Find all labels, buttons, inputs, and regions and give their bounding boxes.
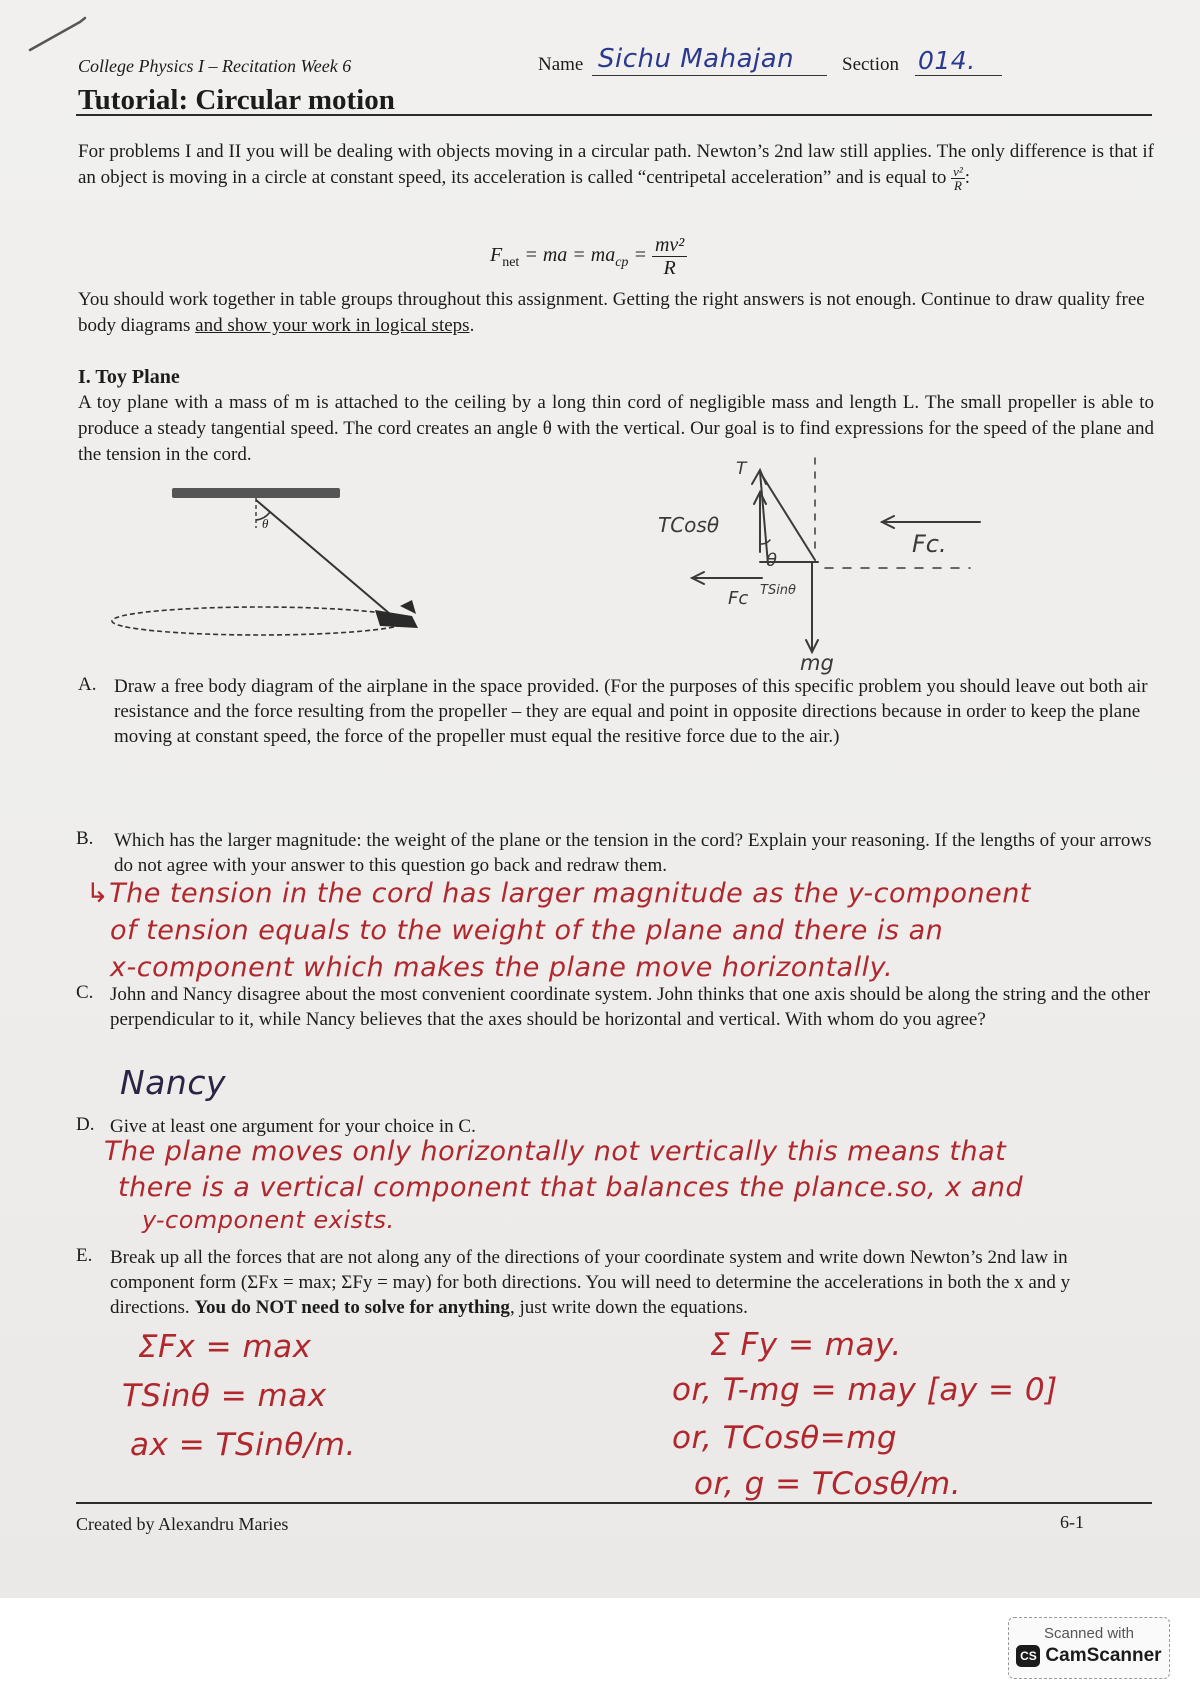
section-value: 014. <box>918 46 976 75</box>
intro-fraction-colon: : <box>964 167 971 188</box>
group-note <box>78 287 1154 339</box>
question-e-text-part1: Break up all the forces that are not along any of the directions of your coordinate system and write down Newton’s 2nd law in component form (ΣFx = max; ΣFy = may) for both directions. You will need to determine the accelerations in both the x and y directions. <box>110 1247 1071 1318</box>
answer-d-line-3: y-component exists. <box>142 1206 395 1234</box>
formula-mid: = ma = ma <box>519 244 616 267</box>
circular-path <box>112 607 408 635</box>
section-label: Section <box>842 54 899 75</box>
ceiling <box>172 488 340 498</box>
answer-b-line-2: of tension equals to the weight of the plane and there is an <box>110 915 944 946</box>
group-note-underlined: and show your work in logical steps <box>195 315 470 336</box>
fbd-label-tcos: TCosθ <box>658 513 720 537</box>
question-e-text-part2: , just write down the equations. <box>509 1297 748 1318</box>
question-b-letter: B. <box>76 828 94 849</box>
name-label: Name <box>538 54 584 75</box>
question-c-text: John and Nancy disagree about the most convenient coordinate system. John thinks that one axis should be along the string and the other perpendicular to it, while Nancy believes that the axes should be horizontal and vertical. With whom do you agree? <box>110 984 1151 1030</box>
answer-d-line-1: The plane moves only horizontally not vertically this means that <box>104 1136 1007 1167</box>
toy-plane-figure <box>100 488 460 658</box>
equation-right-4: or, g = TCosθ/m. <box>694 1466 962 1502</box>
question-b-text: Which has the larger magnitude: the weight of the plane or the tension in the cord? Explain your reasoning. If the lengths of your arrows do not agree with your answer to this question go back and redraw them. <box>114 830 1152 876</box>
scanner-badge <box>1008 1617 1170 1679</box>
equation-right-1: Σ Fy = may. <box>710 1327 902 1363</box>
group-note-text: You should work together in table groups throughout this assignment. Getting the right answers is not enough. Continue to draw quality free body diagrams <box>78 289 1145 336</box>
section-line <box>915 75 1002 76</box>
answer-b-line-1: ↳The tension in the cord has larger magnitude as the y-component <box>86 878 1031 909</box>
footer-rule <box>76 1502 1152 1504</box>
equation-right-3: or, TCosθ=mg <box>672 1420 898 1456</box>
formula-eq: = <box>628 244 652 267</box>
formula-fraction <box>652 234 687 279</box>
net-force-formula <box>490 234 687 279</box>
problem-description: A toy plane with a mass of m is attached to the ceiling by a long thin cord of negligible mass and length L. The small propeller is able to produce a steady tangential speed. The cord creates an angle θ with the vertical. Our goal is to find expressions for the speed of the plane and the tension in the cord. <box>78 392 1154 465</box>
plane-shape <box>375 600 418 628</box>
fbd-label-fc: Fc <box>728 588 749 609</box>
free-body-diagram <box>650 452 1050 675</box>
answer-b-line-3: x-component which makes the plane move horizontally. <box>110 952 894 983</box>
name-line <box>592 75 827 76</box>
camscanner-logo-icon: CS <box>1016 1645 1040 1667</box>
formula-den: R <box>663 257 676 279</box>
page-title: Tutorial: Circular motion <box>78 84 395 116</box>
footer-author: Created by Alexandru Maries <box>76 1514 289 1534</box>
cord <box>256 500 390 614</box>
section-title-toy-plane: I. Toy Plane <box>78 366 180 388</box>
question-c-letter: C. <box>76 982 94 1003</box>
intro-paragraph <box>78 139 1154 192</box>
question-d-text: Give at least one argument for your choice in C. <box>110 1116 476 1137</box>
page-number: 6-1 <box>1060 1512 1084 1532</box>
equation-left-2: TSinθ = max <box>122 1378 327 1414</box>
scanner-badge-top: Scanned with <box>1043 1625 1135 1642</box>
name-value: Sichu Mahajan <box>598 44 795 74</box>
fbd-cord <box>760 472 815 560</box>
equation-left-3: ax = TSinθ/m. <box>130 1427 356 1463</box>
formula-mid-sub: cp <box>615 255 629 271</box>
intro-fraction-num: v² <box>953 164 963 180</box>
formula-num: mv² <box>652 234 687 257</box>
intro-fraction <box>951 165 965 192</box>
question-e-text <box>110 1245 1154 1320</box>
fbd-label-mg: mg <box>800 651 834 675</box>
question-d-letter: D. <box>76 1114 95 1135</box>
fbd-label-tsin: TSinθ <box>760 583 796 598</box>
fbd-label-t: T <box>736 459 747 479</box>
header-rule <box>76 114 1152 116</box>
angle-label: θ <box>262 516 269 531</box>
group-note-end: . <box>469 315 475 336</box>
intro-text: For problems I and II you will be dealing with objects moving in a circular path. Newton’s 2nd law still applies. The only difference is that if an object is moving in a circle at constant speed, its acceleration is called “centripetal acceleration” and is equal to <box>78 141 1154 188</box>
course-label: College Physics I – Recitation Week 6 <box>78 56 352 76</box>
question-a-text: Draw a free body diagram of the airplane in the space provided. (For the purposes of this specific problem you should leave out both air resistance and the force resulting from the propeller – they are equal and point in opposite directions because in order to keep the plane moving at constant speed, the force of the propeller must equal the resitive force due to the air.) <box>114 676 1148 747</box>
answer-b <box>86 875 1166 986</box>
question-e-letter: E. <box>76 1245 93 1266</box>
equation-right-2: or, T-mg = may [ay = 0] <box>672 1372 1058 1408</box>
answer-d-line-2: there is a vertical component that balances the plance.so, x and <box>118 1172 1024 1203</box>
intro-fraction-den: R <box>953 178 962 194</box>
answer-d <box>104 1134 1194 1234</box>
scanner-badge-brand: CamScanner <box>1045 1645 1162 1666</box>
fbd-label-fc-right: Fc. <box>912 530 947 558</box>
formula-lhs: F <box>490 244 503 267</box>
answer-c: Nancy <box>120 1063 226 1102</box>
question-a-letter: A. <box>78 674 97 695</box>
formula-lhs-sub: net <box>502 255 520 271</box>
fbd-label-theta: θ <box>766 550 778 571</box>
equation-left-1: ΣFx = max <box>138 1329 312 1365</box>
question-e-text-bold: You do NOT need to solve for anything <box>194 1297 510 1318</box>
scanner-badge-row <box>1009 1645 1169 1667</box>
